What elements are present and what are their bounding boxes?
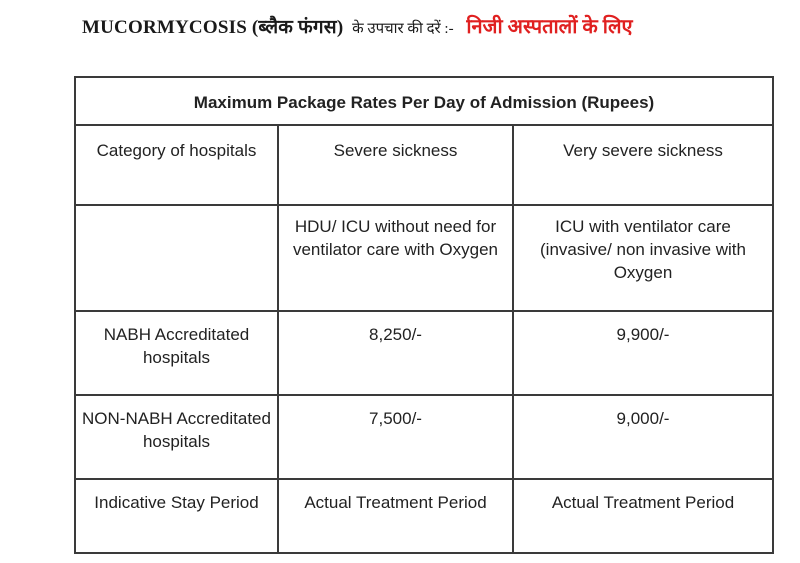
rate-cell: 7,500/- (278, 395, 513, 479)
heading-mid: के उपचार की दरें :- (352, 21, 454, 37)
table-row (75, 395, 773, 479)
description-severe: HDU/ ICU without need for ventilator care with Oxygen (278, 205, 513, 311)
rate-cell: Actual Treatment Period (278, 479, 513, 553)
heading-highlight: निजी अस्पतालों के लिए (466, 16, 633, 38)
row-category: Indicative Stay Period (75, 479, 278, 553)
table-row (75, 479, 773, 553)
column-header-very-severe: Very severe sickness (513, 125, 773, 205)
row-category: NON-NABH Accreditated hospitals (75, 395, 278, 479)
page-heading (82, 12, 633, 39)
cropped-footnote-line (78, 550, 398, 563)
column-header-severe: Severe sickness (278, 125, 513, 205)
category-header-continued (75, 205, 278, 311)
rate-cell: 9,900/- (513, 311, 773, 395)
row-category: NABH Accreditated hospitals (75, 311, 278, 395)
heading-prefix: MUCORMYCOSIS (ब्लैक फंगस) (82, 17, 344, 38)
category-header: Category of hospitals (75, 125, 278, 205)
table-description-row (75, 205, 773, 311)
description-very-severe: ICU with ventilator care (invasive/ non invasive with Oxygen (513, 205, 773, 311)
rate-cell: 8,250/- (278, 311, 513, 395)
rate-cell: Actual Treatment Period (513, 479, 773, 553)
table-header-row (75, 125, 773, 205)
rate-cell: 9,000/- (513, 395, 773, 479)
table-row (75, 311, 773, 395)
rates-table (74, 76, 774, 554)
table-title-row (75, 77, 773, 125)
table-title: Maximum Package Rates Per Day of Admission (Rupees) (75, 77, 773, 125)
